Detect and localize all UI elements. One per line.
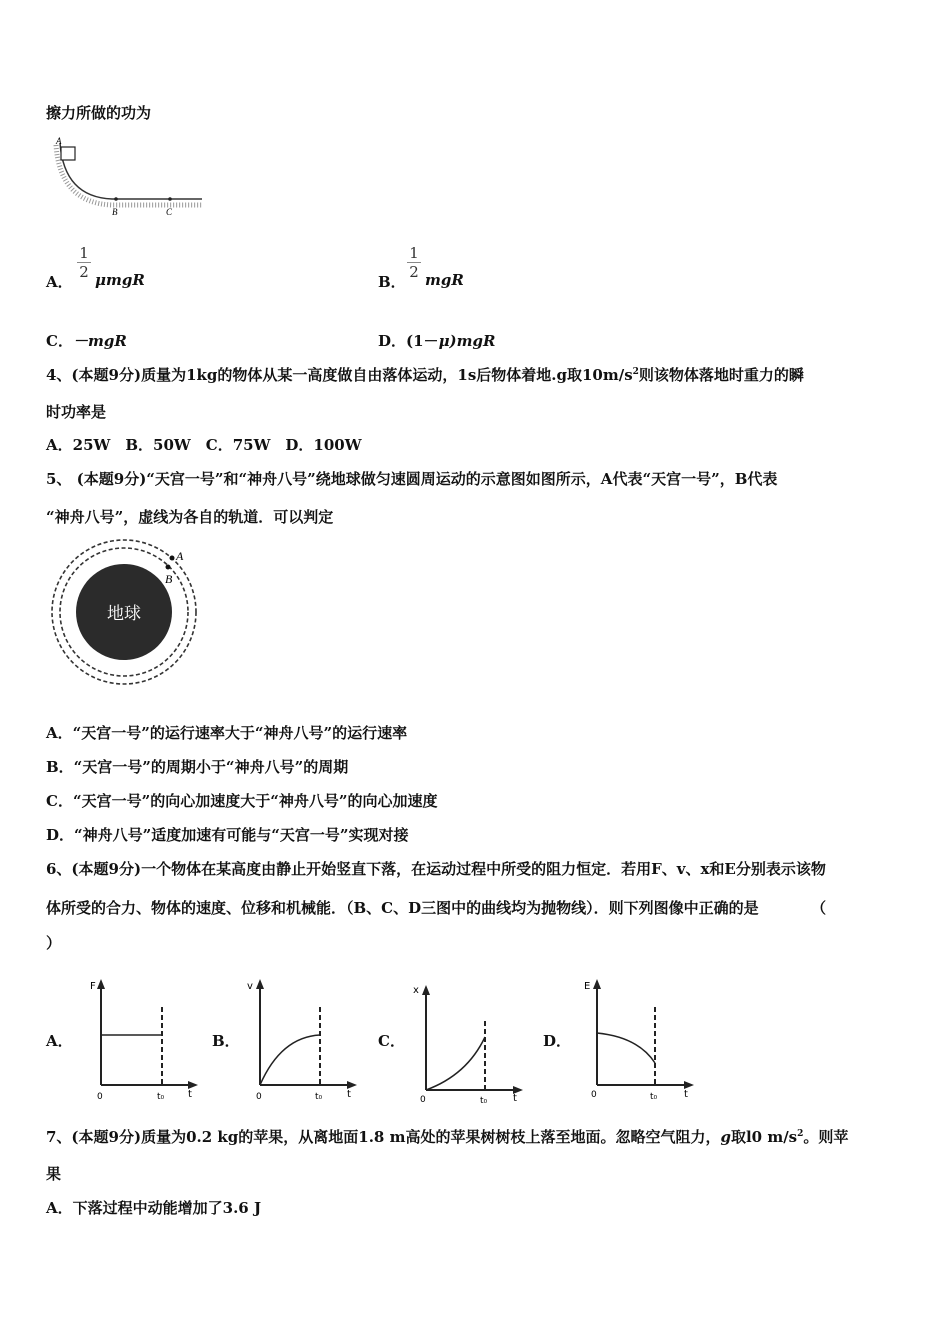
q5-label-a: A	[176, 549, 184, 563]
graph-t0-label: t₀	[480, 1096, 488, 1105]
q3-option-b-letter: B．	[378, 273, 406, 291]
q7-text-c: 。则苹	[803, 1128, 849, 1146]
option-expr: －mgR	[72, 332, 127, 350]
q5-option-a: A．“天宫一号”的运行速率大于“神舟八号”的运行速率	[46, 724, 408, 742]
graph-t-label: t	[513, 1093, 517, 1104]
q4-options: A．25W B．50W C．75W D．100W	[46, 436, 362, 454]
q5-earth-label: 地球	[107, 604, 141, 624]
option-expr-a: (1－	[406, 332, 439, 350]
graph-y-label: x	[413, 985, 419, 996]
q5-option-b: B．“天宫一号”的周期小于“神舟八号”的周期	[46, 758, 349, 776]
q7-line-2: 果	[46, 1165, 62, 1183]
q3-text-tail: 擦力所做的功为	[46, 104, 152, 122]
q3-option-a-letter: A．	[46, 273, 73, 291]
q6-graph-c-letter: C．	[378, 1032, 405, 1050]
q4-line-1	[46, 364, 804, 385]
graph-origin-label: 0	[97, 1092, 103, 1102]
q7-text-a: 7、(本题9分)质量为0.2 kg的苹果，从离地面1.8 m高处的苹果树树枝上落至地面。忽略空气阻力，	[46, 1128, 721, 1146]
q3-track-figure	[52, 135, 212, 220]
q6-graph-d	[580, 975, 696, 1103]
q4-line-2: 时功率是	[46, 403, 107, 421]
option-expr-b: )mgR	[449, 332, 496, 350]
graph-y-label: F	[90, 981, 96, 992]
graph-t0-label: t₀	[650, 1092, 658, 1102]
fraction-denominator: 2	[407, 262, 421, 281]
q4-sup: 2	[632, 367, 639, 377]
graph-y-label: E	[584, 981, 591, 992]
q4-text-a: 4、(本题9分)质量为1kg的物体从某一高度做自由落体运动，1s后物体着地.g取10m/s	[46, 366, 633, 384]
fraction-numerator: 1	[409, 244, 419, 262]
q3-option-d	[378, 330, 495, 351]
q5-label-b: B	[165, 572, 173, 586]
q7-sup: 2	[797, 1129, 804, 1139]
q6-graph-a	[84, 975, 200, 1103]
q6-graph-c	[409, 975, 525, 1105]
graph-t-label: t	[347, 1089, 351, 1100]
graph-origin-label: 0	[256, 1092, 262, 1102]
q7-text-b: 取l0 m/s	[730, 1128, 798, 1146]
q6-graph-d-letter: D．	[543, 1032, 572, 1050]
option-letter: C．	[46, 332, 73, 350]
q3-option-c	[46, 330, 127, 351]
q5-orbit-figure	[48, 536, 200, 688]
q6-graph-a-letter: A．	[46, 1032, 73, 1050]
graph-t-label: t	[684, 1089, 688, 1100]
q4-text-b: 则该物体落地时重力的瞬	[638, 366, 804, 384]
graph-origin-label: 0	[420, 1095, 426, 1105]
q3-label-a: A	[56, 136, 62, 146]
q6-graph-b-letter: B．	[212, 1032, 240, 1050]
q6-line-2: 体所受的合力、物体的速度、位移和机械能．（B、C、D三图中的曲线均为抛物线）．则下列图像中正确的是 （	[46, 899, 827, 917]
graph-y-label: v	[247, 981, 253, 992]
q3-option-a-expr: μmgR	[95, 271, 145, 289]
graph-t0-label: t₀	[315, 1092, 323, 1102]
q6-graph-b	[243, 975, 359, 1103]
q3-label-b: B	[112, 207, 118, 217]
q5-option-c: C．“天宫一号”的向心加速度大于“神舟八号”的向心加速度	[46, 792, 438, 810]
q3-label-c: C	[166, 207, 173, 217]
q3-option-b-expr: mgR	[425, 271, 464, 289]
q6-line-1: 6、(本题9分)一个物体在某高度由静止开始竖直下落，在运动过程中所受的阻力恒定．若用F、v、x和E分别表示该物	[46, 860, 826, 878]
q5-line-2: “神舟八号”，虚线为各自的轨道．可以判定	[46, 508, 334, 526]
q7-g: g	[720, 1128, 731, 1146]
graph-t0-label: t₀	[157, 1092, 165, 1102]
graph-t-label: t	[188, 1089, 192, 1100]
q5-line-1: 5、 (本题9分)“天宫一号”和“神舟八号”绕地球做匀速圆周运动的示意图如图所示，A代表“天宫一号”，B代表	[46, 470, 778, 488]
graph-origin-label: 0	[591, 1090, 597, 1100]
option-mu: μ	[438, 332, 450, 350]
q3-option-a-fraction	[77, 244, 91, 281]
q3-option-b-fraction	[407, 244, 421, 281]
q6-line-3: ）	[46, 934, 62, 952]
q7-option-a: A．下落过程中动能增加了3.6 J	[46, 1199, 262, 1217]
fraction-denominator: 2	[77, 262, 91, 281]
q7-line-1	[46, 1126, 848, 1147]
fraction-numerator: 1	[79, 244, 89, 262]
q5-option-d: D．“神舟八号”适度加速有可能与“天宫一号”实现对接	[46, 826, 409, 844]
option-letter: D．	[378, 332, 407, 350]
